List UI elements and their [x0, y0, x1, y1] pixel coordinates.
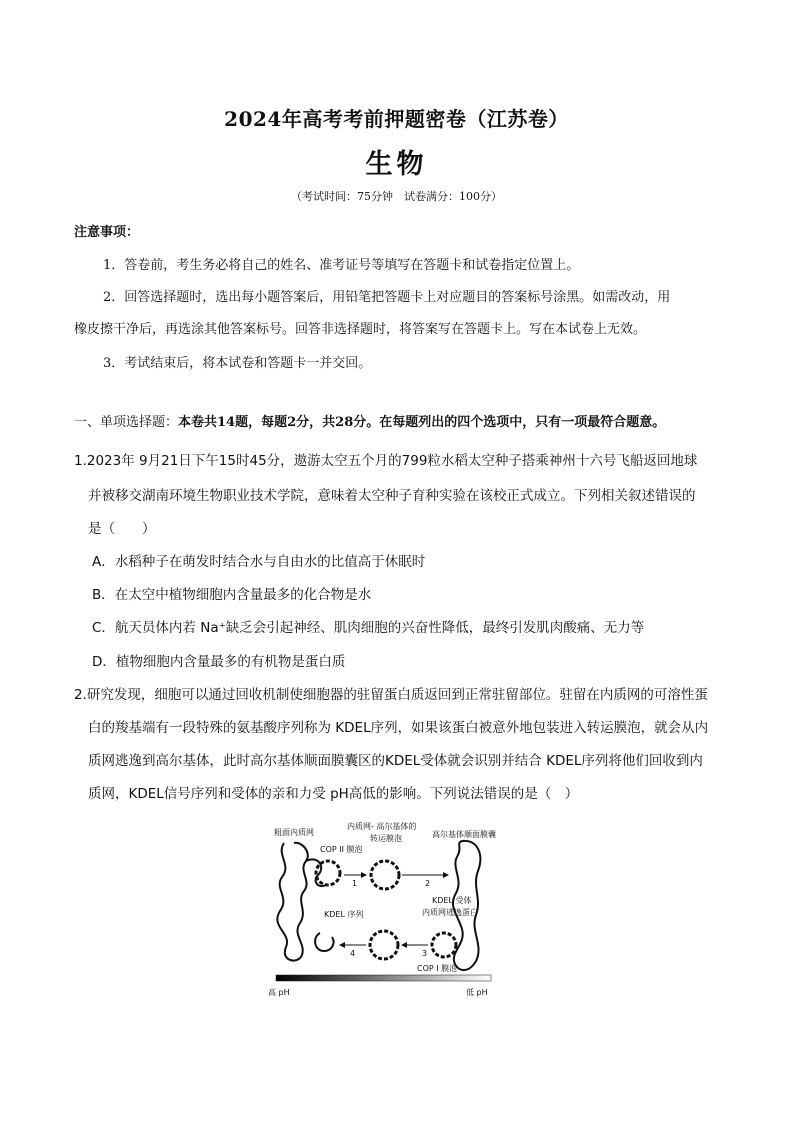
notes-heading: 注意事项： [74, 225, 140, 240]
copi-returning-vesicle [370, 931, 398, 959]
note-item-2-line-2: 橡皮擦干净后，再选涂其他答案标号。回答非选择题时，将答案写在答题卡上。写在本试卷上无效。 [74, 322, 647, 337]
q1-line-1: 1.2023年 9月21日下午15时45分，遨游太空五个月的799粒水稻太空种子搭乘神州十六号飞船返回地球 [74, 453, 698, 469]
rough-er-membrane [277, 843, 307, 961]
section-heading-main: 本卷共14题，每题2分，共28分。在每题列出的 [178, 415, 458, 430]
section-heading-tail: ，只有一项最符合题意。 [522, 415, 666, 430]
exam-meta: （考试时间：75分钟 试卷满分：100分） [291, 190, 502, 203]
label-rough-er: 粗面内质网 [274, 828, 314, 837]
step-label-2: 2 [425, 879, 431, 888]
label-golgi-cis: 高尔基体顺面膜囊 [432, 830, 496, 839]
step-label-3: 3 [422, 949, 428, 958]
q2-line-4: 质网，KDEL信号序列和受体的亲和力受 pH高低的影响。下列说法错误的是（ ） [88, 786, 579, 802]
label-low-ph: 低 pH [466, 988, 488, 997]
q1-option-c: C．航天员体内若 Na⁺缺乏会引起神经、肌肉细胞的兴奋性降低，最终引发肌肉酸痛、无力等 [92, 620, 645, 636]
ph-gradient-bar [276, 975, 491, 981]
q1-line-3: 是（ ） [88, 521, 156, 537]
section-heading-emph: 四个选项中 [457, 415, 523, 430]
protein-recycling-diagram [262, 815, 502, 1000]
transport-vesicle [371, 861, 399, 889]
label-kdel-sequence: KDEL 序列 [324, 910, 364, 919]
section-heading [74, 413, 665, 433]
q1-option-b: B．在太空中植物细胞内含量最多的化合物是水 [92, 587, 372, 603]
label-er-escape-protein: 内质网逃逸蛋白 [422, 908, 478, 917]
step-label-1: 1 [352, 879, 358, 888]
note-item-3: 3．考试结束后，将本试卷和答题卡一并交回。 [103, 356, 372, 371]
label-copii-vesicle: COP II 膜泡 [320, 845, 363, 854]
label-kdel-receptor: KDEL 受体 [432, 896, 472, 905]
note-item-1: 1．答卷前，考生务必将自己的姓名、准考证号等填写在答题卡和试卷指定位置上。 [103, 258, 580, 273]
q2-line-3: 质网逃逸到高尔基体，此时高尔基体顺面膜囊区的KDEL受体就会识别并结合 KDEL序列将他们回收到内 [88, 753, 703, 769]
label-high-ph: 高 pH [268, 988, 290, 997]
golgi-cis-cisterna [453, 841, 480, 970]
note-item-2-line-1: 2．回答选择题时，选出每小题答案后，用铅笔把答题卡上对应题目的答案标号涂黑。如需改动，用 [103, 290, 671, 305]
subject-title: 生物 [365, 149, 428, 180]
copi-vesicle [432, 933, 456, 957]
q1-option-a: A．水稻种子在萌发时结合水与自由水的比值高于休眠时 [92, 554, 426, 570]
label-copi-vesicle: COP I 膜泡 [417, 964, 458, 973]
label-transport-line-2: 转运膜泡 [370, 834, 402, 843]
er-receiving-bud [315, 933, 334, 951]
section-heading-prefix: 一、单项选择题： [74, 415, 179, 430]
q2-line-1: 2.研究发现，细胞可以通过回收机制使细胞器的驻留蛋白质返回到正常驻留部位。驻留在内质网的可溶性蛋 [74, 687, 708, 703]
q1-line-2: 并被移交湖南环境生物职业技术学院，意味着太空种子育种实验在该校正式成立。下列相关叙述错误的 [88, 488, 696, 504]
label-transport-line-1: 内质网- 高尔基体的 [347, 822, 417, 831]
step-label-4: 4 [350, 949, 356, 958]
exam-title: 2024年高考考前押题密卷（江苏卷） [224, 107, 569, 131]
q1-option-d: D．植物细胞内含量最多的有机物是蛋白质 [92, 654, 346, 670]
q2-line-2: 白的羧基端有一段特殊的氨基酸序列称为 KDEL序列，如果该蛋白被意外地包装进入转运膜泡，就会从内 [88, 720, 709, 736]
